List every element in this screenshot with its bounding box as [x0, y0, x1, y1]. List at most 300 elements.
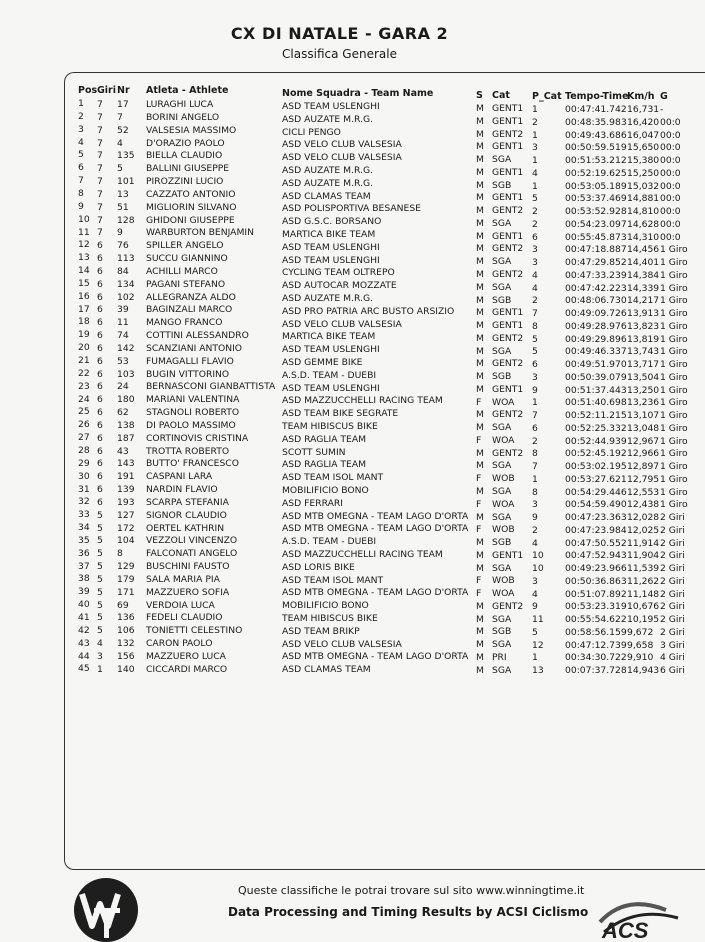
row-cat: SGA: [492, 217, 512, 229]
row-time: 00:49:28.976: [565, 320, 627, 332]
row-giri: 5: [97, 509, 103, 521]
row-time: 00:49:23.966: [565, 563, 627, 574]
col-header-cat: Cat: [492, 90, 510, 101]
row-sex: M: [476, 192, 484, 204]
row-nr: 171: [117, 586, 135, 598]
row-giri: 5: [97, 612, 103, 624]
row-kmh: 13,107: [627, 410, 660, 421]
row-time: 00:51:53.212: [565, 155, 627, 166]
row-sex: M: [476, 268, 484, 280]
row-time: 00:47:12.739: [565, 639, 627, 651]
row-pcat: 10: [532, 550, 544, 562]
row-pos: 39: [78, 586, 90, 598]
row-time: 00:53:02.195: [565, 461, 627, 472]
row-time: 00:52:19.625: [565, 167, 627, 179]
row-pcat: 3: [532, 575, 538, 587]
row-cat: GENT1: [492, 549, 524, 561]
row-gap: -: [660, 104, 664, 115]
row-giri: 7: [97, 124, 103, 136]
row-athlete: VALSESIA MASSIMO: [146, 124, 237, 136]
row-giri: 7: [97, 111, 103, 123]
row-cat: SGA: [492, 460, 512, 472]
row-pcat: 8: [532, 486, 538, 498]
row-cat: WOB: [492, 524, 515, 536]
row-giri: 6: [97, 342, 103, 354]
row-pos: 13: [78, 252, 90, 264]
row-pcat: 1: [532, 104, 538, 115]
winningtime-logo: [72, 874, 140, 942]
row-gap: 1 Giro: [660, 473, 688, 485]
row-cat: SGA: [492, 422, 512, 434]
row-pcat: 4: [532, 167, 538, 179]
row-pos: 42: [78, 624, 90, 636]
row-sex: M: [476, 486, 484, 497]
row-cat: SGB: [492, 294, 512, 306]
row-gap: 00:0: [660, 167, 681, 179]
row-sex: M: [476, 205, 484, 217]
row-time: 00:47:50.552: [565, 537, 627, 549]
row-pcat: 3: [532, 371, 538, 383]
row-giri: 6: [97, 394, 103, 406]
row-kmh: 12,025: [627, 524, 660, 536]
row-sex: M: [476, 307, 484, 319]
row-pos: 2: [78, 110, 84, 122]
row-gap: 2 Giri: [660, 524, 685, 536]
row-pos: 38: [78, 573, 90, 585]
row-time: 00:49:46.337: [565, 346, 627, 358]
row-time: 00:55:45.873: [565, 231, 627, 243]
row-giri: 5: [97, 586, 103, 598]
row-pcat: 6: [532, 422, 538, 434]
row-athlete: TROTTA ROBERTO: [146, 445, 230, 457]
row-team: ASD TEAM USLENGHI: [282, 254, 380, 266]
row-pcat: 12: [532, 639, 544, 651]
row-cat: WOA: [492, 588, 515, 600]
row-time: 00:54:29.446: [565, 486, 627, 498]
row-pos: 34: [78, 522, 90, 534]
row-athlete: CAZZATO ANTONIO: [146, 188, 236, 200]
row-sex: M: [476, 549, 484, 561]
svg-text:ACS: ACS: [602, 918, 649, 942]
row-athlete: FEDELI CLAUDIO: [146, 612, 223, 624]
row-athlete: BUTTO' FRANCESCO: [146, 458, 239, 470]
row-cat: GENT2: [492, 205, 524, 217]
row-athlete: NARDIN FLAVIO: [146, 484, 218, 495]
row-giri: 5: [97, 573, 103, 585]
row-team: ASD MTB OMEGNA - TEAM LAGO D'ORTA: [282, 587, 469, 599]
row-team: ASD TEAM USLENGHI: [282, 101, 380, 112]
row-sex: M: [476, 511, 484, 523]
row-gap: 00:0: [660, 180, 681, 192]
row-team: ASD CLAMAS TEAM: [282, 664, 371, 676]
row-athlete: CORTINOVIS CRISTINA: [146, 432, 249, 444]
row-time: 00:47:18.887: [565, 244, 627, 256]
row-sex: M: [476, 281, 484, 293]
row-time: 00:34:30.722: [565, 652, 627, 664]
row-kmh: 9,658: [627, 639, 654, 651]
row-cat: GENT1: [492, 383, 524, 395]
row-team: MOBILIFICIO BONO: [282, 485, 369, 496]
row-giri: 6: [97, 278, 103, 290]
row-giri: 7: [97, 163, 103, 175]
row-gap: 1 Giro: [660, 486, 688, 498]
row-pos: 23: [78, 380, 90, 392]
row-team: ASD AUZATE M.R.G.: [282, 113, 374, 125]
row-athlete: ACHILLI MARCO: [146, 265, 218, 277]
row-athlete: BERNASCONI GIANBATTISTA: [146, 381, 276, 393]
row-athlete: SIGNOR CLAUDIO: [146, 509, 227, 521]
row-kmh: 14,881: [627, 193, 660, 205]
row-gap: 2 Giri: [660, 537, 685, 549]
acsi-logo: [596, 892, 679, 942]
row-kmh: 15,380: [627, 155, 660, 166]
row-giri: 6: [97, 240, 103, 252]
row-kmh: 13,504: [627, 371, 660, 383]
row-athlete: CICCARDI MARCO: [146, 663, 228, 675]
row-pos: 31: [78, 483, 90, 495]
row-pos: 44: [78, 650, 90, 662]
row-cat: GENT1: [492, 166, 524, 178]
row-cat: WOB: [492, 575, 515, 587]
row-nr: 140: [117, 663, 135, 675]
row-nr: 104: [117, 535, 135, 547]
row-pcat: 3: [532, 244, 538, 256]
row-nr: 113: [117, 253, 135, 264]
row-team: ASD VELO CLUB VALSESIA: [282, 318, 402, 330]
row-time: 00:53:52.928: [565, 206, 627, 217]
row-team: ASD TEAM BRIKP: [282, 625, 360, 637]
row-pcat: 4: [532, 269, 538, 281]
row-sex: M: [476, 358, 484, 370]
row-athlete: MAZZUERO SOFIA: [146, 586, 230, 598]
row-team: ASD PRO PATRIA ARC BUSTO ARSIZIO: [282, 305, 455, 317]
row-cat: SGB: [492, 626, 512, 638]
row-nr: 191: [117, 471, 135, 483]
row-giri: 6: [97, 265, 103, 277]
row-nr: 76: [117, 240, 129, 252]
row-athlete: BIELLA CLAUDIO: [146, 150, 223, 162]
row-pos: 5: [78, 149, 84, 161]
row-nr: 24: [117, 381, 129, 393]
row-cat: WOA: [492, 434, 515, 446]
row-sex: F: [476, 396, 482, 408]
row-giri: 7: [97, 188, 103, 200]
row-nr: 9: [117, 227, 123, 239]
row-kmh: 12,966: [627, 448, 660, 460]
row-pos: 32: [78, 496, 90, 508]
row-cat: SGB: [492, 537, 512, 549]
row-kmh: 16,047: [627, 129, 660, 141]
row-nr: 17: [117, 99, 129, 110]
row-team: ASD MAZZUCCHELLI RACING TEAM: [282, 549, 443, 560]
row-gap: 00:0: [660, 231, 681, 243]
row-pos: 25: [78, 406, 90, 418]
row-athlete: DI PAOLO MASSIMO: [146, 419, 236, 431]
row-time: 00:51:37.443: [565, 384, 627, 396]
row-sex: F: [476, 524, 482, 536]
row-nr: 8: [117, 548, 123, 560]
row-cat: GENT1: [492, 307, 524, 319]
row-cat: GENT2: [492, 268, 524, 280]
row-athlete: CARON PAOLO: [146, 638, 213, 649]
row-time: 00:51:07.892: [565, 588, 627, 600]
row-pcat: 9: [532, 384, 538, 396]
row-team: ASD POLISPORTIVA BESANESE: [282, 203, 421, 215]
row-gap: 1 Giro: [660, 295, 688, 307]
row-nr: 51: [117, 201, 129, 213]
row-sex: M: [476, 447, 484, 459]
row-kmh: 14,339: [627, 282, 660, 294]
row-pos: 14: [78, 265, 90, 277]
row-pos: 3: [78, 123, 84, 135]
row-athlete: VEZZOLI VINCENZO: [146, 535, 238, 547]
row-athlete: SALA MARIA PIA: [146, 573, 220, 585]
row-sex: M: [476, 320, 484, 332]
row-pos: 40: [78, 599, 90, 611]
row-sex: M: [476, 141, 484, 153]
row-kmh: 10,676: [627, 601, 660, 613]
row-giri: 5: [97, 625, 103, 637]
row-sex: M: [476, 230, 484, 242]
row-pcat: 2: [532, 435, 538, 447]
row-pcat: 1: [532, 129, 538, 141]
row-nr: 5: [117, 163, 123, 175]
row-nr: 62: [117, 407, 129, 418]
row-sex: M: [476, 217, 484, 229]
row-nr: 134: [117, 278, 135, 290]
row-team: ASD MAZZUCCHELLI RACING TEAM: [282, 395, 443, 407]
row-nr: 7: [117, 111, 123, 123]
row-gap: 1 Giro: [660, 257, 688, 268]
row-gap: 2 Giri: [660, 614, 685, 625]
row-nr: 127: [117, 509, 135, 521]
row-cat: GENT1: [492, 103, 524, 114]
row-cat: GENT2: [492, 332, 524, 344]
row-cat: SGB: [492, 371, 512, 383]
row-time: 00:47:33.239: [565, 269, 627, 281]
row-team: MARTICA BIKE TEAM: [282, 331, 376, 343]
row-gap: 00:0: [660, 193, 681, 205]
row-cat: SGA: [492, 256, 512, 268]
row-time: 00:53:05.189: [565, 180, 627, 192]
row-team: MARTICA BIKE TEAM: [282, 229, 376, 240]
row-gap: 2 Giri: [660, 563, 685, 574]
row-pos: 26: [78, 419, 90, 431]
row-cat: SGA: [492, 154, 512, 166]
row-cat: GENT1: [492, 192, 524, 204]
row-giri: 4: [97, 638, 103, 649]
row-pcat: 5: [532, 193, 538, 205]
row-sex: M: [476, 243, 484, 255]
row-gap: 00:0: [660, 142, 681, 154]
row-kmh: 11,904: [627, 550, 660, 562]
row-pos: 1: [78, 98, 84, 109]
row-kmh: 13,823: [627, 320, 660, 332]
row-pcat: 4: [532, 282, 538, 294]
row-team: ASD RAGLIA TEAM: [282, 433, 367, 445]
row-kmh: 11,914: [627, 537, 660, 549]
row-pos: 17: [78, 303, 90, 315]
row-pcat: 7: [532, 410, 538, 421]
row-giri: 1: [97, 663, 103, 675]
row-gap: 1 Giro: [660, 269, 688, 281]
row-gap: 1 Giro: [660, 448, 688, 460]
row-pcat: 2: [532, 524, 538, 536]
row-pcat: 6: [532, 231, 538, 243]
row-cat: WOA: [492, 498, 515, 510]
row-nr: 53: [117, 355, 129, 367]
row-time: 00:49:29.896: [565, 333, 627, 345]
row-pos: 22: [78, 367, 90, 379]
row-giri: 7: [97, 214, 103, 226]
row-nr: 139: [117, 484, 135, 495]
row-kmh: 14,628: [627, 218, 660, 230]
row-pcat: 4: [532, 588, 538, 600]
row-giri: 6: [97, 291, 103, 303]
row-pcat: 1: [532, 155, 538, 166]
row-kmh: 15,650: [627, 142, 660, 154]
row-time: 00:47:42.223: [565, 282, 627, 294]
row-kmh: 16,731: [627, 104, 660, 115]
row-giri: 6: [97, 330, 103, 341]
row-pcat: 9: [532, 512, 538, 523]
row-sex: F: [476, 588, 482, 600]
row-athlete: STAGNOLI ROBERTO: [146, 407, 240, 418]
row-team: ASD AUTOCAR MOZZATE: [282, 280, 397, 292]
row-gap: 00:0: [660, 129, 681, 141]
row-pcat: 1: [532, 397, 538, 409]
row-team: ASD VELO CLUB VALSESIA: [282, 139, 402, 151]
row-sex: F: [476, 498, 482, 510]
row-pcat: 2: [532, 206, 538, 217]
col-header-s: S: [476, 90, 483, 101]
row-cat: GENT2: [492, 358, 524, 370]
row-gap: 1 Giro: [660, 282, 688, 294]
row-team: ASD AUZATE M.R.G.: [282, 177, 374, 189]
row-pos: 10: [78, 213, 90, 225]
row-kmh: 12,795: [627, 473, 660, 485]
row-nr: 103: [117, 368, 135, 380]
row-pos: 9: [78, 200, 84, 212]
row-team: ASD TEAM ISOL MANT: [282, 574, 384, 586]
row-sex: M: [476, 600, 484, 612]
row-pcat: 7: [532, 308, 538, 319]
row-cat: SGA: [492, 486, 512, 497]
row-time: 00:58:56.159: [565, 626, 627, 638]
row-cat: WOB: [492, 473, 515, 485]
row-athlete: TONIETTI CELESTINO: [146, 625, 243, 637]
row-time: 00:52:44.939: [565, 435, 627, 447]
row-gap: 1 Giro: [660, 333, 688, 345]
row-kmh: 12,438: [627, 499, 660, 511]
row-nr: 106: [117, 625, 135, 637]
row-pcat: 1: [532, 652, 538, 664]
row-team: CICLI PENGO: [282, 126, 341, 138]
row-team: ASD MTB OMEGNA - TEAM LAGO D'ORTA: [282, 523, 469, 535]
row-cat: PRI: [492, 651, 507, 663]
row-team: ASD TEAM USLENGHI: [282, 241, 380, 253]
row-pos: 36: [78, 547, 90, 559]
row-cat: SGA: [492, 664, 512, 676]
row-gap: 6 Giri: [660, 665, 685, 676]
row-pcat: 3: [532, 257, 538, 268]
row-giri: 7: [97, 201, 103, 213]
row-athlete: MAZZUERO LUCA: [146, 650, 226, 662]
row-time: 00:47:29.852: [565, 257, 627, 268]
row-athlete: D'ORAZIO PAOLO: [146, 137, 225, 149]
row-giri: 6: [97, 368, 103, 380]
row-nr: 74: [117, 330, 129, 341]
col-header-giri: Giri: [97, 85, 116, 96]
row-kmh: 14,310: [627, 231, 660, 243]
row-cat: GENT2: [492, 243, 524, 255]
row-gap: 00:0: [660, 206, 681, 217]
row-team: ASD FERRARI: [282, 497, 343, 509]
row-pcat: 6: [532, 359, 538, 370]
row-kmh: 13,717: [627, 359, 660, 370]
row-nr: 39: [117, 304, 129, 316]
row-kmh: 12,967: [627, 435, 660, 447]
row-pcat: 3: [532, 499, 538, 511]
row-time: 00:50:36.863: [565, 575, 627, 587]
row-sex: M: [476, 103, 484, 114]
row-kmh: 13,236: [627, 397, 660, 409]
row-athlete: PIROZZINI LUCIO: [146, 176, 224, 187]
row-time: 00:51:40.698: [565, 397, 627, 409]
row-cat: SGB: [492, 179, 512, 191]
row-team: ASD MTB OMEGNA - TEAM LAGO D'ORTA: [282, 510, 469, 522]
row-nr: 138: [117, 419, 135, 431]
row-pos: 20: [78, 342, 90, 354]
row-team: CYCLING TEAM OLTREPO: [282, 267, 395, 279]
col-header-kmh: Km/h: [627, 91, 655, 102]
row-kmh: 15,032: [627, 180, 660, 192]
row-team: ASD GEMME BIKE: [282, 357, 363, 368]
row-pos: 4: [78, 136, 84, 148]
row-giri: 7: [97, 99, 103, 110]
row-pos: 29: [78, 457, 90, 469]
row-kmh: 13,250: [627, 384, 660, 396]
row-sex: F: [476, 473, 482, 485]
row-pcat: 11: [532, 614, 544, 625]
row-team: ASD AUZATE M.R.G.: [282, 293, 374, 304]
row-pos: 16: [78, 290, 90, 302]
row-sex: M: [476, 256, 484, 268]
row-pos: 21: [78, 355, 90, 366]
row-sex: M: [476, 115, 484, 127]
row-pcat: 10: [532, 563, 544, 574]
row-athlete: SUCCU GIANNINO: [146, 253, 228, 264]
row-time: 00:49:09.726: [565, 308, 627, 319]
row-cat: WOA: [492, 396, 515, 408]
row-gap: 1 Giro: [660, 384, 688, 396]
row-cat: SGA: [492, 613, 512, 625]
row-team: ASD RAGLIA TEAM: [282, 459, 367, 471]
col-header-nr: Nr: [117, 85, 130, 96]
col-header-gap: G: [660, 91, 668, 102]
row-pos: 12: [78, 239, 90, 251]
row-sex: M: [476, 332, 484, 344]
col-header-team: Nome Squadra - Team Name: [282, 88, 434, 99]
row-giri: 6: [97, 407, 103, 418]
row-athlete: MIGLIORIN SILVANO: [146, 201, 237, 213]
row-cat: GENT1: [492, 141, 524, 153]
row-team: ASD LORIS BIKE: [282, 561, 355, 573]
row-nr: 129: [117, 561, 135, 572]
row-giri: 6: [97, 471, 103, 483]
row-kmh: 16,420: [627, 116, 660, 128]
row-gap: 2 Giri: [660, 601, 685, 613]
